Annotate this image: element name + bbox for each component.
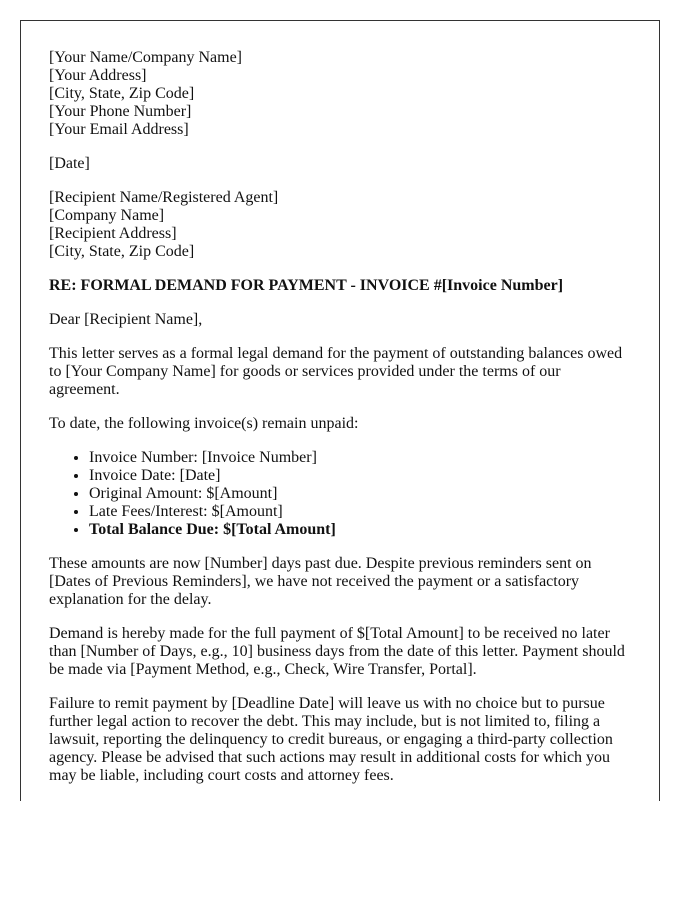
unpaid-intro: To date, the following invoice(s) remain unpaid: (49, 415, 359, 432)
consequences-paragraph: Failure to remit payment by [Deadline Date] will leave us with no choice but to pursue further legal action to recover the debt. This may include, but is not limited to, filing a lawsuit, reporting the delinquency to credit bureaus, or engaging a third-party collection agency. Please be advised that such actions may result in additional costs for which you may be liable, including court costs and attorney fees. (49, 695, 613, 784)
list-item: • Invoice Number: [Invoice Number] (89, 449, 631, 467)
recipient-name: [Recipient Name/Registered Agent] (49, 189, 279, 206)
sender-block (49, 49, 631, 139)
sender-phone: [Your Phone Number] (49, 103, 192, 120)
recipient-address: [Recipient Address] (49, 225, 177, 242)
recipient-block (49, 189, 631, 261)
demand-paragraph: Demand is hereby made for the full payment of $[Total Amount] to be received no later than [Number of Days, e.g., 10] business days from the date of this letter. Payment should be made via [Payment Method, e.g., Check, Wire Transfer, Portal]. (49, 625, 625, 678)
recipient-company: [Company Name] (49, 207, 165, 224)
sender-address: [Your Address] (49, 67, 147, 84)
past-due-paragraph: These amounts are now [Number] days past due. Despite previous reminders sent on [Dates of Previous Reminders], we have not received the payment or a satisfactory explanation for the delay. (49, 555, 592, 608)
letter-date: [Date] (49, 155, 90, 172)
sender-name: [Your Name/Company Name] (49, 49, 243, 66)
list-item: • Late Fees/Interest: $[Amount] (89, 503, 631, 521)
invoice-list (49, 449, 631, 539)
sender-city: [City, State, Zip Code] (49, 85, 195, 102)
salutation: Dear [Recipient Name], (49, 311, 203, 328)
list-item: • Original Amount: $[Amount] (89, 485, 631, 503)
sender-email: [Your Email Address] (49, 121, 189, 138)
subject-line: RE: FORMAL DEMAND FOR PAYMENT - INVOICE #[Invoice Number] (49, 277, 564, 294)
total-balance-item: • Total Balance Due: $[Total Amount] (89, 521, 631, 539)
list-item: • Invoice Date: [Date] (89, 467, 631, 485)
recipient-city: [City, State, Zip Code] (49, 243, 195, 260)
letter-page (20, 20, 660, 801)
intro-paragraph: This letter serves as a formal legal demand for the payment of outstanding balances owed to [Your Company Name] for goods or services provided under the terms of our agreement. (49, 345, 623, 398)
